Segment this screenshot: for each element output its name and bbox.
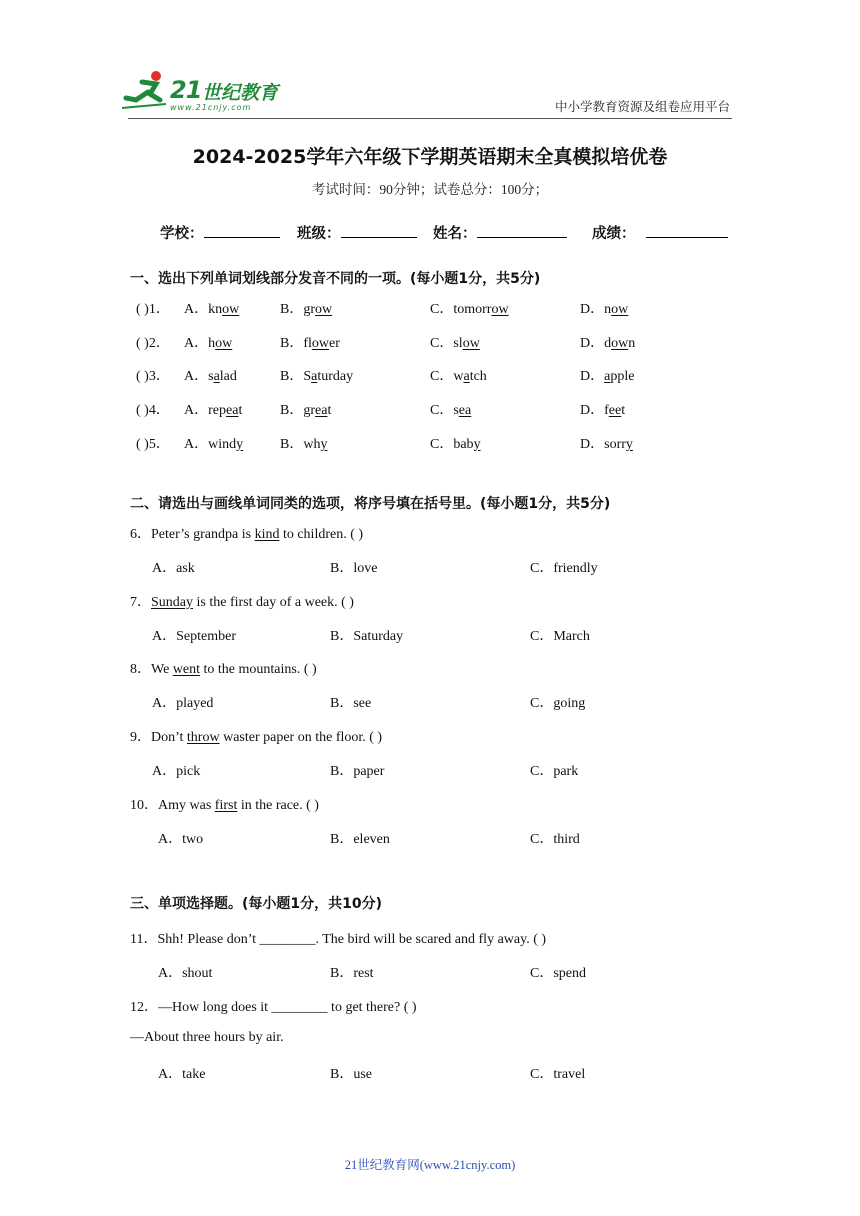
answer-option[interactable]: [184, 298, 239, 318]
question-12-answer-line: —About three hours by air.: [130, 1030, 284, 1045]
option-label: A．: [184, 436, 209, 452]
answer-option[interactable]: [430, 365, 487, 385]
word-part: s: [453, 403, 459, 419]
question-number: ( )1．: [136, 302, 170, 317]
option-label: A．: [184, 403, 209, 419]
underlined-word: throw: [186, 730, 220, 746]
underlined-part: y: [320, 436, 328, 452]
class-label: 班级：: [297, 226, 341, 242]
question-number: ( )5．: [136, 436, 170, 452]
question-stem: [130, 726, 382, 746]
word-part: gr: [303, 403, 316, 419]
answer-option[interactable]: A．September: [152, 628, 236, 644]
name-label: 姓名：: [433, 226, 477, 242]
stem-text: 9．Don’t: [130, 730, 187, 746]
option-label: B．: [280, 436, 304, 452]
logo: [122, 70, 297, 116]
underlined-word: went: [172, 662, 201, 678]
underlined-part: ea: [458, 403, 472, 419]
word-part: S: [303, 369, 312, 385]
answer-option[interactable]: [580, 433, 633, 453]
underlined-part: a: [463, 369, 470, 385]
underlined-part: ow: [222, 302, 240, 317]
answer-option[interactable]: [184, 399, 242, 419]
q12-option-b[interactable]: B．use: [330, 1067, 372, 1082]
underlined-part: ea: [226, 403, 239, 419]
option-label: B．: [280, 302, 304, 317]
logo-text: 世纪教育: [202, 82, 279, 104]
logo-url: www.21cnjy.com: [170, 103, 252, 112]
header-divider: [128, 118, 732, 119]
option-label: D．: [580, 436, 605, 452]
word-part: s: [208, 369, 214, 385]
platform-label: 中小学教育资源及组卷应用平台: [554, 100, 730, 114]
school-blank[interactable]: [204, 223, 280, 238]
question-stem: [130, 591, 354, 611]
stem-text: 8．We: [130, 662, 173, 678]
word-part: lad: [219, 369, 237, 385]
answer-option[interactable]: B．eleven: [330, 831, 390, 847]
answer-option[interactable]: B．paper: [330, 764, 385, 780]
exam-info: 考试时间：90分钟；试卷总分：100分；: [311, 182, 549, 197]
answer-option[interactable]: [280, 298, 332, 318]
word-part: sorr: [604, 436, 626, 452]
word-part: bab: [453, 436, 474, 452]
answer-option[interactable]: A．pick: [152, 764, 201, 780]
option-label: A．: [184, 369, 209, 385]
underlined-part: ow: [311, 335, 330, 351]
answer-option[interactable]: C．March: [530, 628, 590, 644]
answer-option[interactable]: B．see: [330, 696, 372, 712]
word-part: er: [329, 335, 340, 351]
option-label: B．: [280, 403, 304, 419]
stem-text: waster paper on the floor. ( ): [219, 730, 383, 746]
word-part: rep: [208, 403, 227, 419]
word-part: w: [453, 369, 464, 385]
question-number: ( )3．: [136, 369, 170, 385]
option-label: C．: [430, 369, 454, 385]
runner-icon: [122, 70, 168, 112]
word-part: t: [621, 403, 626, 419]
class-field[interactable]: [297, 222, 417, 243]
underlined-part: a: [213, 369, 220, 385]
answer-option[interactable]: [184, 365, 237, 385]
question-stem: [130, 794, 319, 814]
option-label: D．: [580, 302, 605, 317]
underlined-part: y: [473, 436, 481, 452]
word-part: t: [327, 403, 332, 419]
answer-option[interactable]: [280, 399, 331, 419]
answer-option[interactable]: [184, 332, 232, 352]
answer-option[interactable]: [430, 399, 471, 419]
answer-option[interactable]: C．friendly: [530, 561, 598, 576]
option-label: D．: [580, 335, 605, 351]
answer-option[interactable]: [280, 433, 327, 453]
underlined-part: y: [236, 436, 244, 452]
option-label: D．: [580, 369, 605, 385]
answer-option[interactable]: [280, 365, 353, 385]
underlined-part: a: [604, 369, 611, 385]
answer-option[interactable]: [580, 298, 628, 318]
question-stem: [130, 523, 363, 543]
stem-text: to children. ( ): [279, 527, 364, 542]
section-2-heading: 二、请选出与画线单词同类的选项，将序号填在括号里。(每小题1分，共5分): [130, 496, 611, 512]
class-blank[interactable]: [341, 223, 417, 238]
word-part: gr: [303, 302, 316, 317]
name-field[interactable]: [433, 222, 567, 243]
stem-text: in the race. ( ): [237, 797, 319, 813]
stem-text: 10．Amy was: [130, 797, 215, 813]
option-label: D．: [580, 403, 605, 419]
word-part: turday: [317, 369, 354, 385]
answer-option[interactable]: [280, 332, 340, 352]
answer-option[interactable]: [580, 332, 635, 352]
score-field[interactable]: [592, 222, 728, 243]
word-part: d: [604, 335, 612, 351]
stem-text: 6．Peter’s grandpa is: [130, 527, 255, 542]
word-part: tch: [469, 369, 487, 385]
answer-option[interactable]: [184, 433, 243, 453]
stem-text: to the mountains. ( ): [200, 662, 317, 678]
answer-option[interactable]: [430, 332, 480, 352]
q11-option-c[interactable]: C．spend: [530, 966, 586, 981]
answer-option[interactable]: [580, 365, 634, 385]
score-label: 成绩：: [592, 226, 636, 242]
answer-option[interactable]: A．played: [152, 696, 214, 712]
answer-option[interactable]: A．two: [158, 831, 204, 847]
option-label: C．: [430, 302, 454, 317]
option-label: C．: [430, 335, 454, 351]
word-part: kn: [208, 302, 223, 317]
stem-text: 7．: [130, 594, 151, 610]
answer-option[interactable]: [430, 433, 481, 453]
section-3-heading: 三、单项选择题。(每小题1分，共10分): [130, 896, 383, 912]
question-number: ( )2．: [136, 335, 170, 351]
word-part: sl: [453, 335, 463, 351]
answer-option[interactable]: A．ask: [152, 561, 195, 576]
word-part: h: [208, 335, 216, 351]
word-part: tomorr: [453, 302, 492, 317]
answer-option[interactable]: [580, 399, 625, 419]
answer-option[interactable]: C．third: [530, 831, 580, 847]
answer-option[interactable]: B．love: [330, 561, 378, 576]
word-part: fl: [303, 335, 312, 351]
underlined-word: first: [214, 797, 238, 813]
q11-option-a[interactable]: A．shout: [158, 966, 213, 981]
underlined-part: ow: [611, 335, 629, 351]
word-part: n: [604, 302, 612, 317]
section-1-heading: 一、选出下列单词划线部分发音不同的一项。(每小题1分，共5分): [130, 271, 541, 287]
school-field[interactable]: [160, 222, 280, 243]
answer-option[interactable]: [430, 298, 509, 318]
underlined-word: Sunday: [151, 594, 193, 610]
underlined-part: ow: [315, 302, 333, 317]
answer-option[interactable]: B．Saturday: [330, 628, 404, 644]
logo-number: 21: [170, 76, 202, 104]
underlined-part: ow: [611, 302, 629, 317]
underlined-word: kind: [254, 527, 280, 542]
option-label: C．: [430, 436, 454, 452]
underlined-part: ow: [462, 335, 480, 351]
word-part: wind: [208, 436, 237, 452]
underlined-part: ow: [491, 302, 509, 317]
answer-option[interactable]: C．park: [530, 764, 579, 780]
stem-text: is the first day of a week. ( ): [193, 594, 354, 610]
page-title: 2024-2025学年六年级下学期英语期末全真模拟培优卷: [192, 146, 668, 168]
underlined-part: a: [311, 369, 318, 385]
q11-option-b[interactable]: B．rest: [330, 966, 374, 981]
question-number: ( )4．: [136, 403, 170, 419]
option-label: B．: [280, 335, 304, 351]
word-part: wh: [303, 436, 321, 452]
score-blank[interactable]: [646, 223, 728, 238]
q12-option-a[interactable]: A．take: [158, 1067, 206, 1082]
question-12: 12．—How long does it ________ to get there? ( ): [130, 1000, 417, 1015]
footer: 21世纪教育网(www.21cnjy.com): [344, 1158, 516, 1172]
option-label: A．: [184, 335, 209, 351]
option-label: A．: [184, 302, 209, 317]
question-stem: [130, 658, 317, 678]
answer-option[interactable]: C．going: [530, 696, 586, 712]
word-part: f: [604, 403, 609, 419]
underlined-part: ee: [608, 403, 622, 419]
word-part: pple: [610, 369, 635, 385]
word-part: n: [628, 335, 636, 351]
word-part: t: [238, 403, 243, 419]
option-label: B．: [280, 369, 304, 385]
underlined-part: y: [625, 436, 633, 452]
school-label: 学校：: [160, 226, 204, 242]
q12-option-c[interactable]: C．travel: [530, 1067, 586, 1082]
option-label: C．: [430, 403, 454, 419]
underlined-part: ow: [215, 335, 233, 351]
underlined-part: ea: [315, 403, 328, 419]
name-blank[interactable]: [477, 223, 567, 238]
question-11: 11．Shh! Please don’t ________. The bird will be scared and fly away. ( ): [130, 932, 547, 947]
